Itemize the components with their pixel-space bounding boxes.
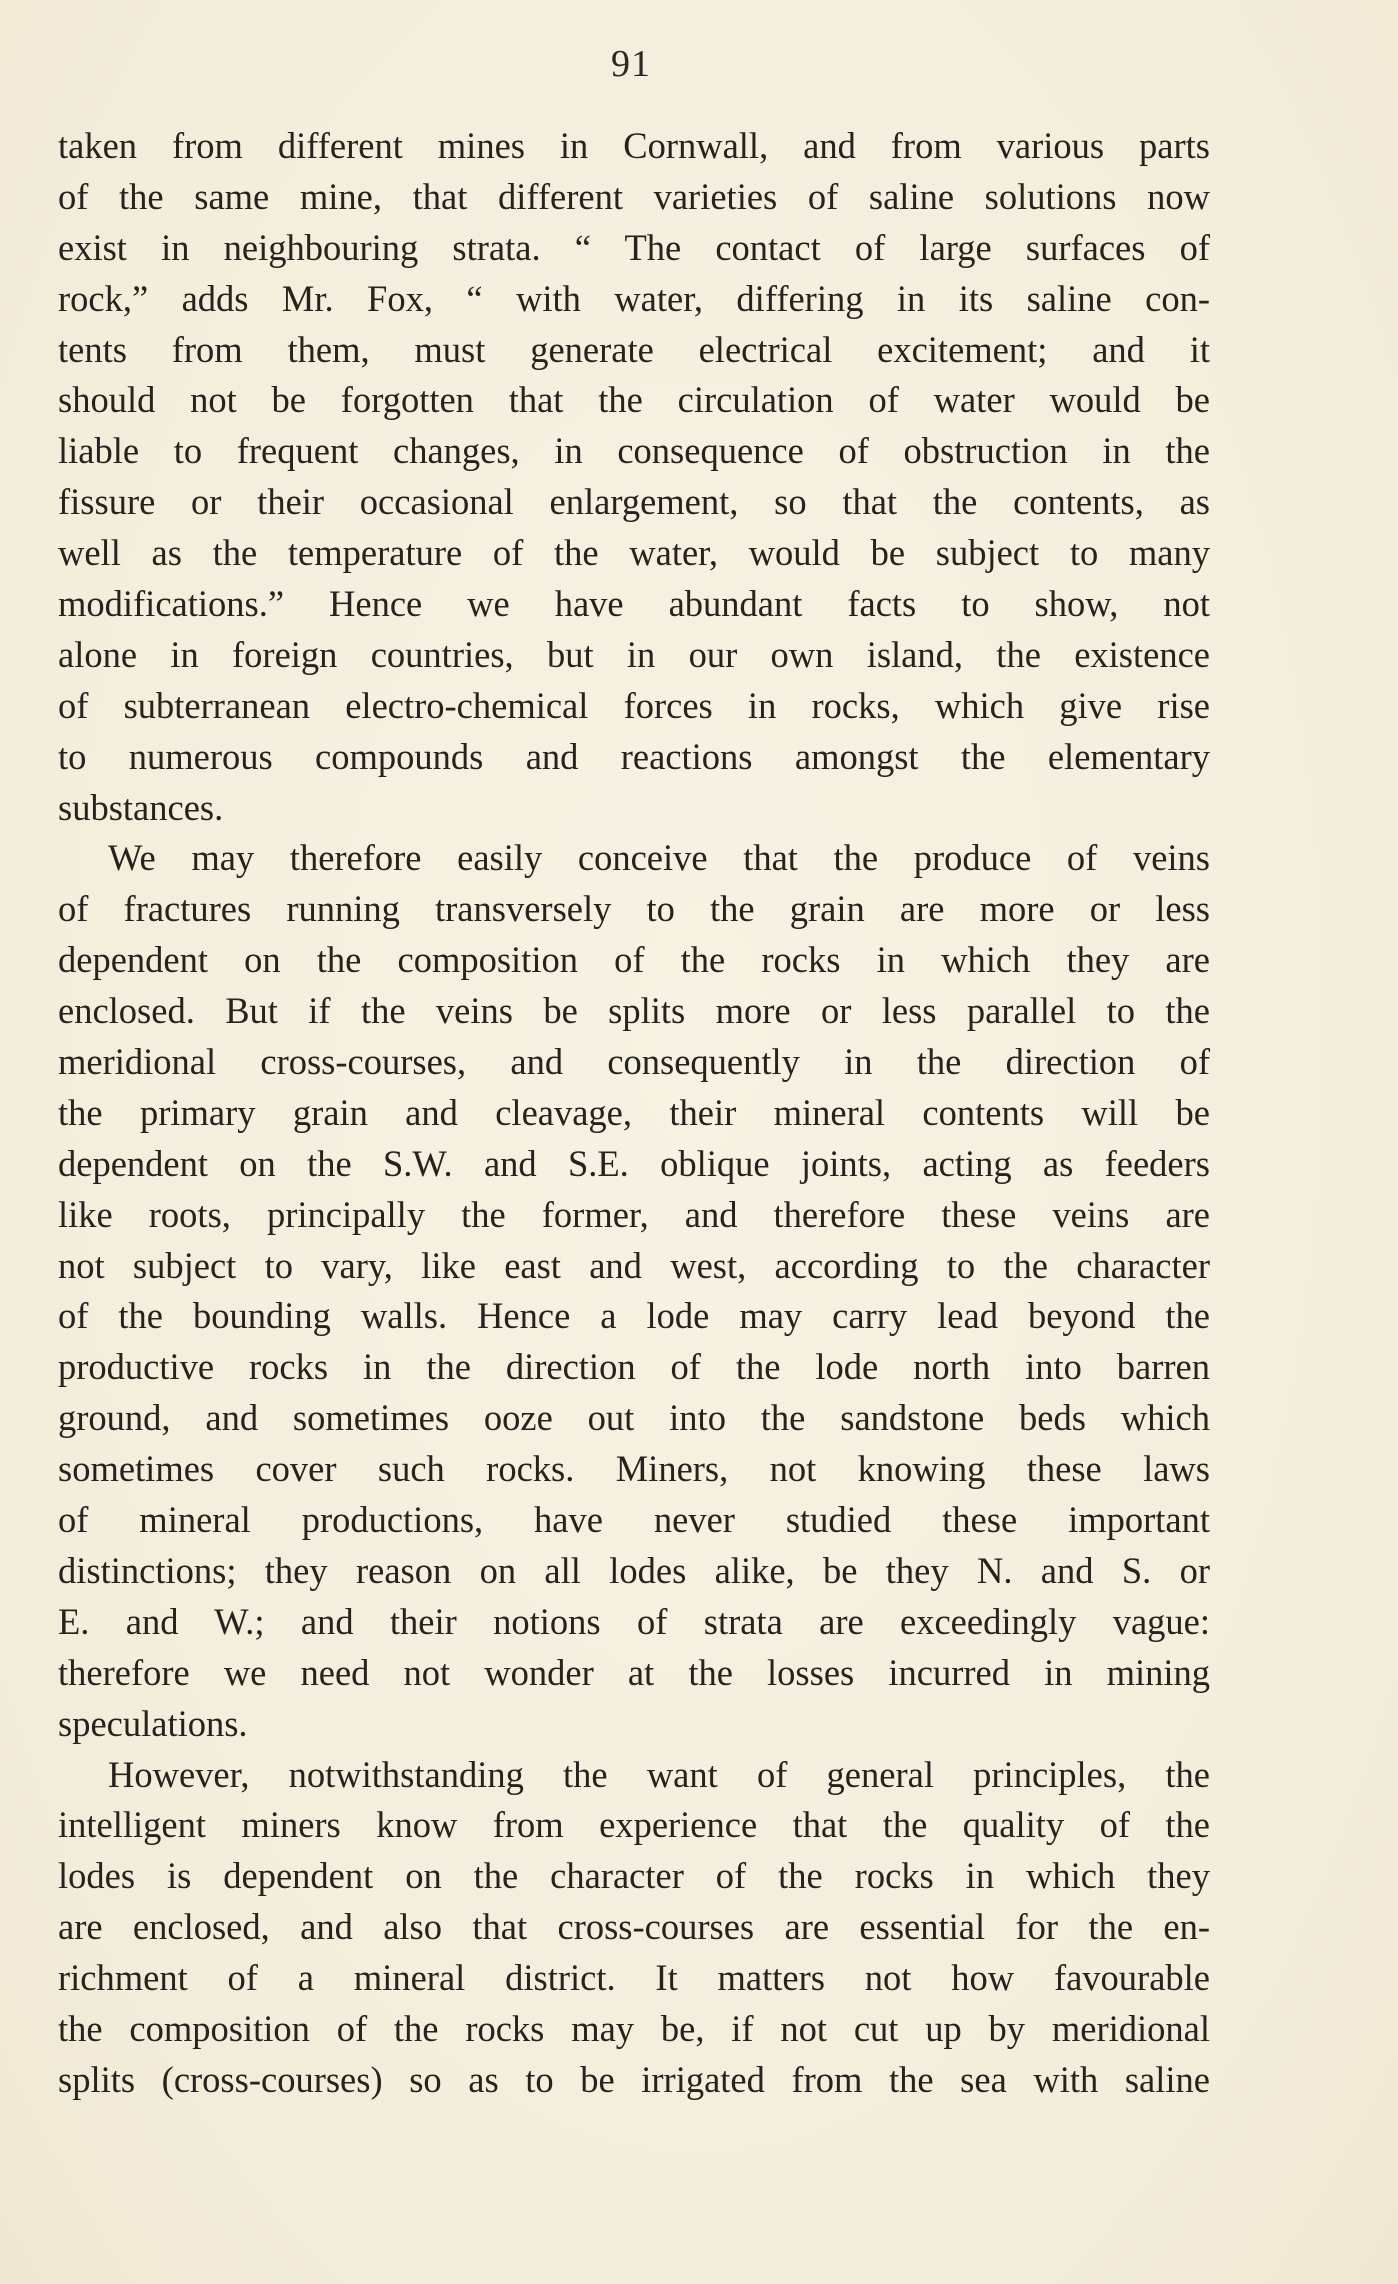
text-line: speculations. — [58, 1702, 248, 1744]
text-line: fissure or their occasional enlargement, so that the contents, as — [58, 481, 1210, 523]
text-line: like roots, principally the former, and therefore these veins are — [58, 1193, 1210, 1235]
text-line: dependent on the composition of the rocks in which they are — [58, 939, 1210, 981]
text-line: of fractures running transversely to the grain are more or less — [58, 888, 1210, 930]
text-line: therefore we need not wonder at the losses incurred in mining — [58, 1651, 1210, 1693]
text-line: dependent on the S.W. and S.E. oblique joints, acting as feeders — [58, 1142, 1210, 1184]
text-line: ground, and sometimes ooze out into the sandstone beds which — [58, 1397, 1210, 1439]
page-number: 91 — [611, 43, 651, 85]
text-line: of subterranean electro-chemical forces in rocks, which give rise — [58, 684, 1210, 726]
text-line: productive rocks in the direction of the lode north into barren — [58, 1346, 1210, 1388]
paragraph-first-line: We may therefore easily conceive that the produce of veins — [108, 837, 1210, 879]
text-line: modifications.” Hence we have abundant facts to show, not — [58, 583, 1210, 625]
text-line: splits (cross-courses) so as to be irrigated from the sea with saline — [58, 2058, 1210, 2100]
text-line: the primary grain and cleavage, their mineral contents will be — [58, 1091, 1210, 1133]
text-line: should not be forgotten that the circulation of water would be — [58, 379, 1210, 421]
paragraph-first-line: However, notwithstanding the want of general principles, the — [108, 1753, 1210, 1795]
text-line: taken from different mines in Cornwall, and from various parts — [58, 125, 1210, 166]
text-line: E. and W.; and their notions of strata are exceedingly vague: — [58, 1600, 1210, 1642]
text-line: not subject to vary, like east and west, according to the character — [58, 1244, 1210, 1286]
text-line: lodes is dependent on the character of the rocks in which they — [58, 1855, 1210, 1897]
text-line: enclosed. But if the veins be splits more or less parallel to the — [58, 990, 1210, 1032]
text-line: meridional cross-courses, and consequently in the direction of — [58, 1041, 1210, 1083]
text-line: substances. — [58, 786, 224, 828]
text-line: of the same mine, that different varieties of saline solutions now — [58, 175, 1210, 217]
text-line: of mineral productions, have never studied these important — [58, 1499, 1210, 1541]
body-text — [58, 121, 1210, 2106]
text-line: alone in foreign countries, but in our own island, the existence — [58, 633, 1210, 675]
text-line: are enclosed, and also that cross-courses are essential for the en- — [58, 1906, 1210, 1948]
text-line: the composition of the rocks may be, if not cut up by meridional — [58, 2007, 1210, 2049]
text-line: sometimes cover such rocks. Miners, not knowing these laws — [58, 1448, 1210, 1490]
text-line: tents from them, must generate electrical excitement; and it — [58, 328, 1210, 370]
text-line: exist in neighbouring strata. “ The contact of large surfaces of — [58, 226, 1210, 268]
text-line: intelligent miners know from experience that the quality of the — [58, 1804, 1210, 1846]
text-line: richment of a mineral district. It matters not how favourable — [58, 1957, 1210, 1999]
text-line: of the bounding walls. Hence a lode may carry lead beyond the — [58, 1295, 1210, 1337]
text-line: rock,” adds Mr. Fox, “ with water, differing in its saline con- — [58, 277, 1210, 319]
text-line: liable to frequent changes, in consequence of obstruction in the — [58, 430, 1210, 472]
text-line: well as the temperature of the water, would be subject to many — [58, 532, 1210, 574]
text-line: distinctions; they reason on all lodes alike, be they N. and S. or — [58, 1549, 1210, 1591]
text-line: to numerous compounds and reactions amongst the elementary — [58, 735, 1210, 777]
